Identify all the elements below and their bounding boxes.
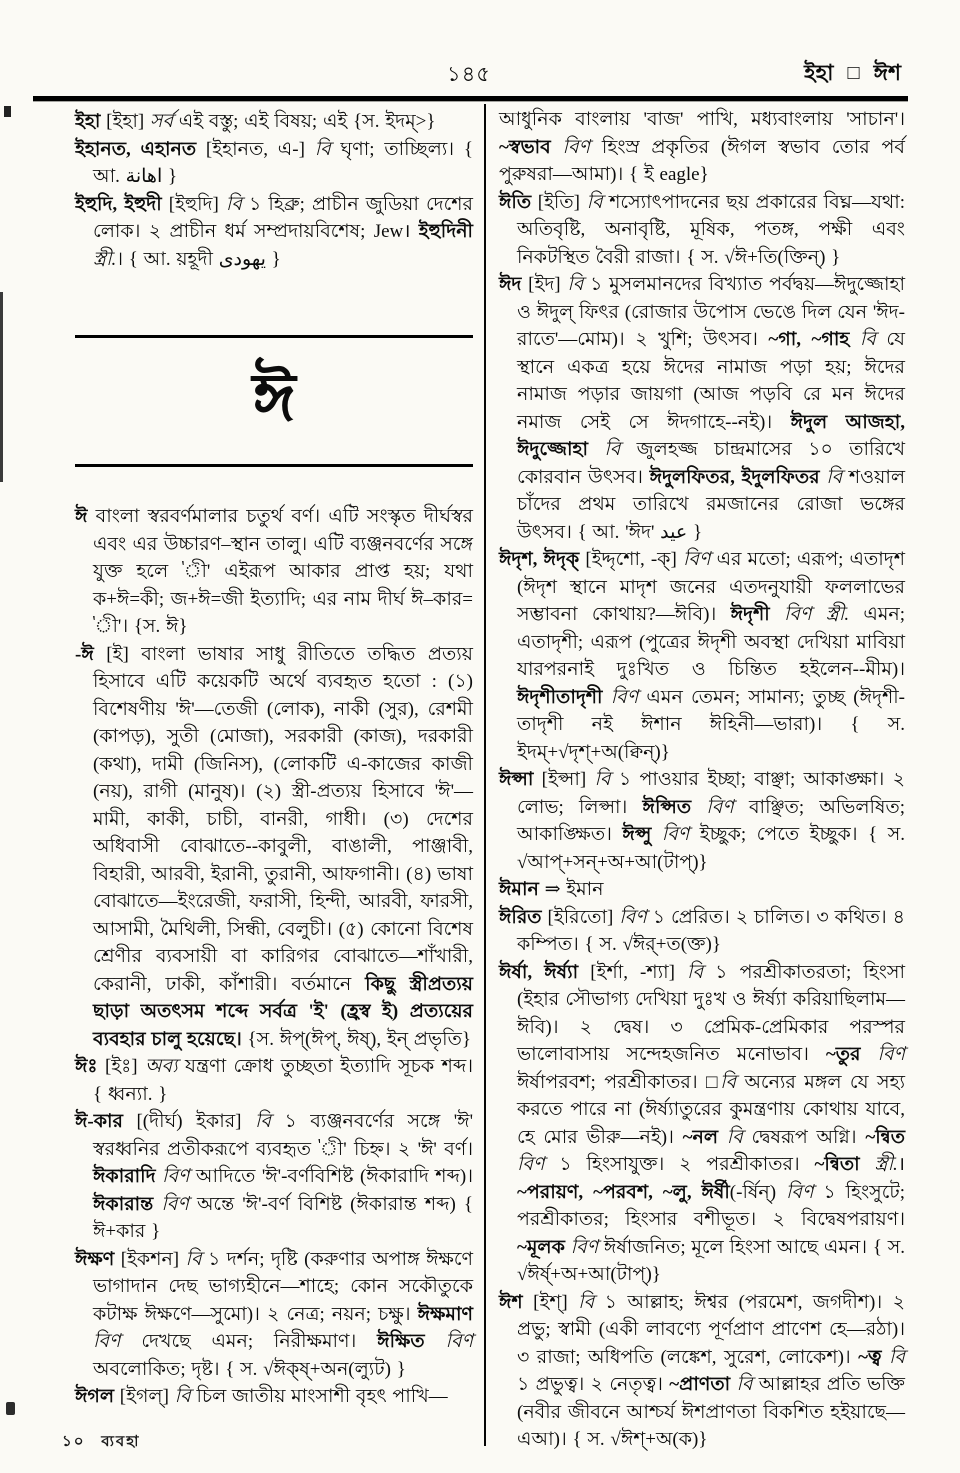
entry-text	[588, 439, 604, 460]
sub-headword: ~তুর	[825, 1044, 861, 1065]
grammar-label: বি	[826, 466, 843, 488]
sub-headword: ঈদৃশী	[730, 604, 770, 625]
sub-headword: ~স্বভাব	[499, 136, 551, 158]
headword: ইহুদি, ইহুদী	[75, 193, 162, 215]
dictionary-entry	[499, 959, 905, 1289]
entry-text: [ইহানত, এ-]	[196, 138, 315, 160]
entry-text: [ই] বাংলা ভাষার সাধু রীতিতে তদ্ধিত প্রত্যয় হিসাবে এটি কয়েকটি অর্থে ব্যবহৃত হতো : (১) বিশেষণীয় 'ঈ'—তেজী (লোক), নাকী (সুর), রেশমী (কাপড়), সুতী (মোজা), সরকারী (কাজ), দরকারী (কথা), দামী (জিনিস), (লোকটি এ-কাজের কাজী (নয়), রাগী (মানুষ)। (২) স্ত্রী-প্রত্যয় হিসাবে 'ঈ'—মামী, কাকী, চাচী, বানরী, গাধী। (৩) দেশের অধিবাসী বোঝাতে--কাবুলী, বাঙালী, পাঞ্জাবী, বিহারী, আরবী, ইরানী, তুরানী, আফগানী। (৪) ভাষা বোঝাতে—ইংরেজী, ফরাসী, হিন্দী, আরবী, ফারসী, আসামী, মৈথিলী, সিন্ধী, বেলুচী। (৫) কোনো বিশেষ শ্রেণীর ব্যবসায়ী বা কারিগর বোঝাতে—শাঁখারী, কেরানী, ঢাকী, কাঁশারী। বর্তমানে	[93, 643, 473, 995]
entry-text	[603, 687, 611, 708]
grammar-label: বি	[604, 439, 621, 460]
entry-text: [ইহুদি]	[161, 193, 226, 215]
grammar-label: বি	[726, 1126, 743, 1148]
right-column	[499, 106, 905, 1454]
entry-text: ১ হিংসুটে; পরশ্রীকাতর; হিংসার বশীভূত। ২ বিদ্বেষপরায়ণ।	[517, 1181, 905, 1230]
entry-text: ⇒ ইমান	[538, 879, 604, 900]
entry-text: [ইদ]	[521, 274, 568, 295]
grammar-label: বি	[594, 769, 611, 790]
entry-text: দ্বেষরূপ অগ্নি।	[742, 1126, 866, 1148]
entry-text: ১ মুসলমানদের বিখ্যাত পর্বদ্বয়—ঈদুজ্জোহা ও ঈদুল্ ফিৎর (রোজার উপোস ভেঙে দিল যেন 'ঈদ-রাতে'—মোম)। ২ খুশি; উৎসব।	[517, 274, 905, 350]
grammar-label: বিণ	[162, 1166, 190, 1187]
dictionary-entry	[499, 876, 905, 904]
grammar-label: বিণ	[785, 1181, 814, 1203]
dictionary-entry	[75, 641, 473, 1054]
dictionary-entry	[75, 136, 473, 191]
sub-headword: ঈপ্সিত	[642, 796, 692, 818]
headword: ঈপ্সা	[499, 769, 534, 790]
entry-text: ইচ্ছুক; পেতে ইচ্ছুক। { স. √আপ্+সন্+অ+আ(টাপ্)}	[517, 824, 905, 873]
entry-text: [ইদ্দৃশো, -ক্]	[579, 549, 683, 570]
sub-headword: ঈকারান্ত	[93, 1193, 154, 1215]
entry-text: এই বস্তু; এই বিষয়; এই {স. ইদম্>}	[173, 111, 436, 132]
sub-headword: ~গা, ~গাহ	[768, 329, 850, 350]
entry-text: ঈর্ষাপরবশ; পরশ্রীকাতর। □	[517, 1071, 721, 1093]
entry-text: ১ প্রেরিত। ২ চালিত। ৩ কথিত। ৪ কম্পিত। { স. √ঈর্+ত(ক্ত)}	[517, 906, 905, 955]
headword: ঈশ	[499, 1291, 523, 1313]
entry-text	[691, 797, 706, 818]
dictionary-entry	[499, 766, 905, 876]
entry-text: ১ পরশ্রীকাতরতা; হিংসা (ইহার সৌভাগ্য দেখিয়া দুঃখ ও ঈর্ষ্যা করিয়াছিলাম—ঈবি)। ২ দ্বেষ। ৩ প্রেমিক-প্রেমিকার পরস্পর ভালোবাসায় সন্দেহজনিত মনোভাব।	[517, 961, 905, 1065]
sub-headword: ঈকারাদি	[93, 1166, 156, 1187]
sub-headword: ঈপ্সু	[622, 824, 652, 845]
header-rule	[33, 96, 908, 101]
scan-artifact	[6, 1402, 15, 1415]
entry-text: [ইঃ]	[97, 1056, 146, 1077]
headword: ঈঃ	[75, 1056, 98, 1077]
headword: ঈর্ষা, ঈর্ষ্যা	[499, 961, 579, 983]
grammar-label: বিণ	[570, 1236, 599, 1258]
sub-headword: ঈদুল আজহা, ঈদুজ্জোহা	[517, 411, 905, 460]
section-divider-block	[75, 335, 473, 467]
grammar-label: অব্য	[145, 1056, 178, 1077]
page-number: ১৪৫	[447, 62, 491, 86]
grammar-label: সর্ব	[149, 111, 174, 132]
page-header	[33, 56, 905, 92]
column-divider-rule	[484, 104, 486, 1446]
grammar-label: বিণ	[562, 136, 591, 158]
sub-headword: ইহুদিনী	[418, 221, 473, 242]
entry-text: চিল জাতীয় মাংসাশী বৃহৎ পাখি—	[190, 1386, 448, 1407]
headword: ঈ-কার	[75, 1111, 123, 1132]
entry-text	[770, 604, 784, 625]
section-rule-bottom	[75, 464, 473, 467]
headword: ইহা	[75, 111, 101, 132]
sub-headword: ঈক্ষিত	[377, 1331, 425, 1352]
sub-headword: ~ত্ব	[858, 1346, 882, 1368]
entry-text: [ইপ্সা]	[533, 769, 595, 790]
entry-text: শওয়াল চাঁদের প্রথম তারিখে রমজানের রোজা ভঙ্গের উৎসব। { আ. 'ঈদ' عيد }	[517, 466, 906, 543]
entry-text: আদিতে 'ঈ'-বর্ণবিশিষ্ট (ঈকারাদি শব্দ)।	[189, 1166, 473, 1187]
entry-text	[425, 1331, 446, 1352]
entry-text: ১ দর্শন; দৃষ্টি (করুণার অপাঙ্গ ঈক্ষণে ভাগাদান দেছ ভাগ্যহীনে—শাহে; কোন সকৌতুকে কটাক্ষ ঈক্ষণে—সুমো)। ২ নেত্র; নয়ন; চক্ষু।	[93, 1248, 473, 1325]
entry-text: [ইরিতো]	[541, 906, 620, 928]
grammar-label: বি	[736, 1374, 753, 1395]
entry-text	[849, 329, 860, 350]
headword: ঈমান	[499, 879, 539, 900]
grammar-label: বিণ	[706, 796, 734, 818]
entry-text: বাঞ্ছিত; অভিলষিত; আকাঙ্ক্ষিত।	[517, 796, 905, 845]
entry-text: ঈর্ষাজনিত; মূলে হিংসা আছে এমন। { স. √ঈর্ষ্+অ+আ(টাপ্)}	[517, 1236, 906, 1285]
grammar-label: বিণ	[682, 549, 711, 570]
grammar-label: স্ত্রী.	[93, 248, 117, 270]
entry-text: জুলহজ্জ চান্দ্রমাসের ১০ তারিখে কোরবান উৎসব।	[517, 439, 906, 488]
headword: ঈ	[75, 506, 88, 527]
grammar-label: বি	[254, 1111, 271, 1132]
entry-text: ১ হিংসাযুক্ত। ২ পরশ্রীকাতর।	[544, 1154, 815, 1175]
entry-text	[718, 1127, 727, 1148]
dictionary-entry	[75, 1246, 473, 1384]
scan-artifact	[0, 292, 3, 482]
printer-signature-mark: ১০ ব্যবহা	[62, 1434, 141, 1450]
sub-headword: ঈক্ষমাণ	[417, 1303, 473, 1325]
entry-text: ১ আল্লাহ; ঈশ্বর (পরমেশ, জগদীশ)। ২ প্রভু; স্বামী (একী লাবণ্যে পূর্ণপ্রাণ প্রাণেশ হে—রঠা)। ৩ রাজা; অধিপতি (লঙ্কেশ, সুরেশ, লোকেশ)।	[517, 1291, 905, 1368]
headword: ইহানত, এহানত	[75, 138, 197, 160]
sub-headword: ~মূলক	[517, 1236, 565, 1258]
entry-text	[860, 1154, 875, 1175]
grammar-label: বিণ	[610, 686, 639, 708]
dictionary-entry	[499, 189, 905, 272]
dictionary-entry	[499, 546, 905, 766]
entry-text: যে স্থানে একত্র হয়ে ঈদের নামাজ পড়া হয়; ঈদের নামাজ পড়ার জায়গা (আজ পড়বি রে মন ঈদের নমাজ সেই সে ঈদগাহে--নই)।	[517, 329, 906, 433]
dictionary-entry-continuation	[499, 106, 905, 189]
grammar-label: বি	[567, 274, 584, 295]
headword: ঈগল	[75, 1386, 115, 1407]
grammar-label: বি	[888, 1346, 905, 1368]
grammar-label: বি	[578, 1291, 595, 1313]
sub-headword: ~নল	[682, 1126, 719, 1148]
grammar-label: বি	[859, 329, 876, 350]
entry-text: অন্তে 'ঈ'-বর্ণ বিশিষ্ট (ঈকারান্ত শব্দ) { ঈ+কার }	[93, 1193, 473, 1242]
entry-text: দেখছে এমন; নিরীক্ষমাণ।	[120, 1331, 378, 1352]
entry-text	[882, 1347, 889, 1368]
entry-text: আল্লাহর প্রতি ভক্তি (নবীর জীবনে আশ্চর্য ঈশপ্রাণতা বিকশিত হইয়াছে—এআ)। { স. √ঈশ্+অ(ক)}	[517, 1374, 906, 1450]
entry-text: অবলোকিত; দৃষ্ট। { স. √ঈক্ষ্+অন(ল্যুট) }	[93, 1358, 406, 1380]
entry-text	[651, 824, 661, 845]
entry-text: অন্যের মঙ্গল যে সহ্য করতে পারে না (ঈর্ষ্যাতুরের কুমন্ত্রণায় কোথায় যাবে, হে মোর ভীরু—নই)।	[517, 1071, 905, 1148]
dictionary-entry	[499, 271, 905, 546]
grammar-label: বি	[314, 138, 331, 160]
entry-text: [ইহা]	[100, 111, 150, 132]
entry-text: (-র্ষিন্)	[729, 1181, 786, 1203]
grammar-label: বিণ	[661, 824, 690, 845]
entry-text: ১ পাওয়ার ইচ্ছা; বাঞ্ছা; আকাঙ্ক্ষা। ২ লোভ; লিপ্সা।	[517, 769, 905, 818]
entry-text: ঘৃণা; তাচ্ছিল্য। { আ. اهانة }	[93, 138, 473, 187]
entry-text: [ইতি]	[531, 191, 587, 213]
grammar-label: বিণ	[619, 906, 647, 928]
guide-separator-box: □	[847, 62, 860, 84]
guide-word-left: ইহা	[804, 60, 834, 85]
sub-headword: ঈদৃশীতাদৃশী	[517, 686, 603, 708]
entry-text: এমন তেমন; সামান্য; তুচ্ছ (ঈদৃশী-তাদৃশী নই ঈশান ঈহিনী—ভারা)। { স. ইদম্+√দৃশ্+অ(ক্বিন্)}	[517, 686, 905, 763]
sub-headword: ঈদুলফিতর, ইদুলফিতর	[649, 466, 820, 488]
section-letter: ঈ	[252, 362, 296, 435]
grammar-label: বিণ	[161, 1193, 189, 1215]
entry-text: {স. ঈপ্(ঈপ্, ঈষ্), ইন্ প্রভৃতি}	[241, 1028, 471, 1050]
entry-text: । { আ. য়হূদী يهودى }	[116, 248, 281, 270]
entry-text: শস্যোৎপাদনের ছয় প্রকারের বিঘ্ন—যথা: অতিবৃষ্টি, অনাবৃষ্টি, মূষিক, পতঙ্গ, পক্ষী এবং নিকটস্থিত বৈরী রাজা। { স. √ঈ+তি(ক্তিন্) }	[517, 191, 905, 268]
grammar-label: বি	[687, 961, 704, 983]
entry-text: ১ হিব্রু; প্রাচীন জুডিয়া দেশের লোক। ২ প্রাচীন ধর্ম সম্প্রদায়বিশেষ; Jew।	[93, 193, 473, 242]
headword: ঈতি	[499, 191, 532, 213]
entry-text	[551, 137, 563, 158]
entry-text: এমন; এতাদৃশী; এরূপ (পুত্রের ঈদৃশী অবস্থা দেখিয়া মাবিয়া যারপরনাই দুঃখিত ও চিন্তিত হইলেন--মীম)।	[517, 604, 906, 680]
grammar-label: বিণ	[517, 1154, 545, 1175]
headword: -ঈ	[75, 643, 94, 665]
dictionary-columns	[75, 108, 907, 1448]
sub-headword: ~প্রাণতা	[669, 1374, 731, 1395]
entry-text: [ইগল্]	[114, 1386, 175, 1407]
grammar-label: বি	[185, 1248, 202, 1270]
grammar-label: বিণ	[445, 1331, 474, 1352]
guide-word-right: ঈশ	[873, 60, 901, 85]
dictionary-entry	[75, 1053, 473, 1108]
entry-text: যন্ত্রণা ক্রোধ তুচ্ছতা ইত্যাদি সূচক শব্দ। { ধ্বন্যা. }	[93, 1056, 474, 1105]
entry-text: বাংলা স্বরবর্ণমালার চতুর্থ বর্ণ। এটি সংস্কৃত দীর্ঘস্বর এবং এর উচ্চারণ–স্থান তালু। এটি ব্যঞ্জনবর্ণের সঙ্গে যুক্ত হলে 'ী' এইরূপ আকার প্রাপ্ত হয়; যথা ক+ঈ=কী; জ+ঈ=জী ইত্যাদি; এর নাম দীর্ঘ ঈ–কার= 'ী'। {স. ঈ}	[87, 506, 473, 637]
entry-text: [ইর্শা, -শ্যা]	[578, 961, 688, 983]
grammar-label: বি	[586, 191, 603, 213]
grammar-label: বিণ	[93, 1331, 121, 1352]
dictionary-entry	[75, 1383, 473, 1411]
dictionary-entry	[499, 1289, 905, 1454]
sub-headword: ~পরায়ণ, ~পরবশ, ~লু, ঈর্ষী	[517, 1181, 730, 1203]
guide-words	[804, 56, 901, 93]
entry-text: ১ ব্যঞ্জনবর্ণের সঙ্গে 'ঈ' স্বরধ্বনির প্রতীকরূপে ব্যবহৃত 'ী' চিহ্ন। ২ 'ঈ' বর্ণ।	[93, 1111, 473, 1160]
headword: ঈক্ষণ	[75, 1248, 115, 1270]
entry-text: এর মতো; এরূপ; এতাদৃশ (ঈদৃশ স্থানে মাদৃশ জনের এতদনুযায়ী ফললাভের সম্ভাবনা কোথায়?—ঈবি)।	[517, 549, 905, 625]
entry-text: [ইকশন]	[114, 1248, 186, 1270]
entry-text: আধুনিক বাংলায় 'বাজ' পাখি, মধ্যবাংলায় 'সাচান'।	[499, 109, 905, 130]
grammar-label: বিণ	[877, 1044, 906, 1065]
grammar-label: বি	[225, 193, 242, 215]
scan-artifact	[4, 106, 11, 117]
dictionary-entry	[75, 108, 473, 136]
dictionary-entry	[75, 191, 473, 274]
left-column	[75, 108, 473, 1411]
left-column-main-entries	[75, 503, 473, 1411]
grammar-label: বিণ স্ত্রী.	[784, 604, 850, 625]
grammar-label: স্ত্রী.	[874, 1154, 898, 1175]
entry-text: [ইশ্]	[522, 1291, 579, 1313]
sub-headword: ~ন্বিত	[865, 1126, 906, 1148]
entry-text: [(দীর্ঘ) ইকার]	[122, 1111, 255, 1132]
entry-text: ।	[897, 1154, 905, 1175]
headword: ঈরিত	[499, 906, 542, 928]
dictionary-entry	[75, 503, 473, 641]
dictionary-entry	[499, 904, 905, 959]
grammar-label: বি	[720, 1071, 737, 1093]
dictionary-entry	[75, 1108, 473, 1246]
headword: ঈদ	[499, 274, 522, 295]
entry-text: হিংস্র প্রকৃতির (ঈগল স্বভাব তোর পর্ব পুরুষরা—আমা)। { ই eagle}	[499, 136, 906, 185]
entry-text	[860, 1044, 877, 1065]
sub-headword: ~ন্বিতা	[814, 1154, 860, 1175]
headword: ঈদৃশ, ঈদৃক্	[499, 549, 580, 570]
entry-text: ১ প্রভুত্ব। ২ নেতৃত্ব।	[517, 1374, 670, 1395]
sub-headword: কিছু স্ত্রীপ্রত্যয় ছাড়া অতৎসম শব্দে সর্বত্র 'ই' (হ্রস্ব ই) প্রত্যয়ের ব্যবহার চালু হয়েছে।	[93, 973, 474, 1050]
left-column-top-entries	[75, 108, 473, 273]
grammar-label: বি	[174, 1386, 191, 1407]
